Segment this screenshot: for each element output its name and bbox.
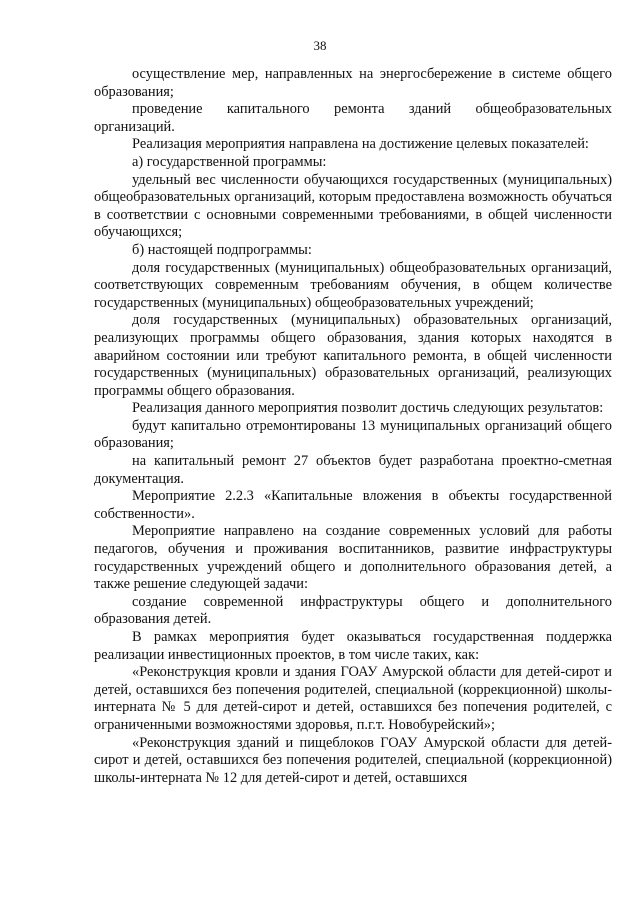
paragraph: осуществление мер, направленных на энергосбережение в системе общего образования;: [94, 66, 612, 100]
paragraph: проведение капитального ремонта зданий общеобразовательных организаций.: [94, 101, 612, 135]
paragraph: создание современной инфраструктуры общего и дополнительного образования детей.: [94, 593, 612, 628]
paragraph: будут капитально отремонтированы 13 муниципальных организаций общего образования;: [94, 417, 612, 452]
paragraph: удельный вес численности обучающихся государственных (муниципальных) общеобразовательных организаций, которым предоставлена возможность обучаться в соответствии с основными современными требованиями, в общей численности обучающихся;: [94, 171, 612, 241]
paragraph: доля государственных (муниципальных) общеобразовательных организаций, соответствующих современным требованиям обучения, в общем количестве государственных (муниципальных) общеобразовательных учреждений;: [94, 259, 612, 311]
paragraph: Реализация данного мероприятия позволит достичь следующих результатов:: [132, 400, 604, 417]
paragraph: Реализация мероприятия направлена на достижение целевых показателей:: [132, 136, 589, 153]
paragraph: Мероприятие направлено на создание современных условий для работы педагогов, обучения и проживания воспитанников, развитие инфраструктуры государственных учреждений общего и дополнительного образования детей, а также решение следующей задачи:: [94, 523, 612, 593]
paragraph: на капитальный ремонт 27 объектов будет разработана проектно-сметная документация.: [94, 453, 612, 487]
page-number: 38: [313, 38, 327, 53]
paragraph: а) государственной программы:: [132, 153, 327, 170]
paragraph: Мероприятие 2.2.3 «Капитальные вложения в объекты государственной собственности».: [94, 488, 612, 522]
paragraph: В рамках мероприятия будет оказываться государственная поддержка реализации инвестиционных проектов, в том числе таких, как:: [94, 629, 612, 663]
paragraph: доля государственных (муниципальных) образовательных организаций, реализующих программы общего образования, здания которых находятся в аварийном состоянии или требуют капитального ремонта, в общей численности государственных (муниципальных) образовательных организаций, реализующих программы общего образования.: [94, 312, 612, 399]
paragraph: б) настоящей подпрограммы:: [132, 241, 312, 258]
paragraph: «Реконструкция зданий и пищеблоков ГОАУ Амурской области для детей-сирот и детей, оставшихся без попечения родителей, специальной (коррекционной) школы-интерната № 12 для детей-сирот и детей, оставшихся: [94, 734, 612, 786]
paragraph: «Реконструкция кровли и здания ГОАУ Амурской области для детей-сирот и детей, оставшихся без попечения родителей, специальной (коррекционной) школы-интерната № 5 для детей-сирот и детей, оставшихся без попечения родителей, с ограниченными возможностями здоровья, п.г.т. Новобурейский»;: [94, 664, 612, 733]
body-text: [94, 66, 612, 787]
